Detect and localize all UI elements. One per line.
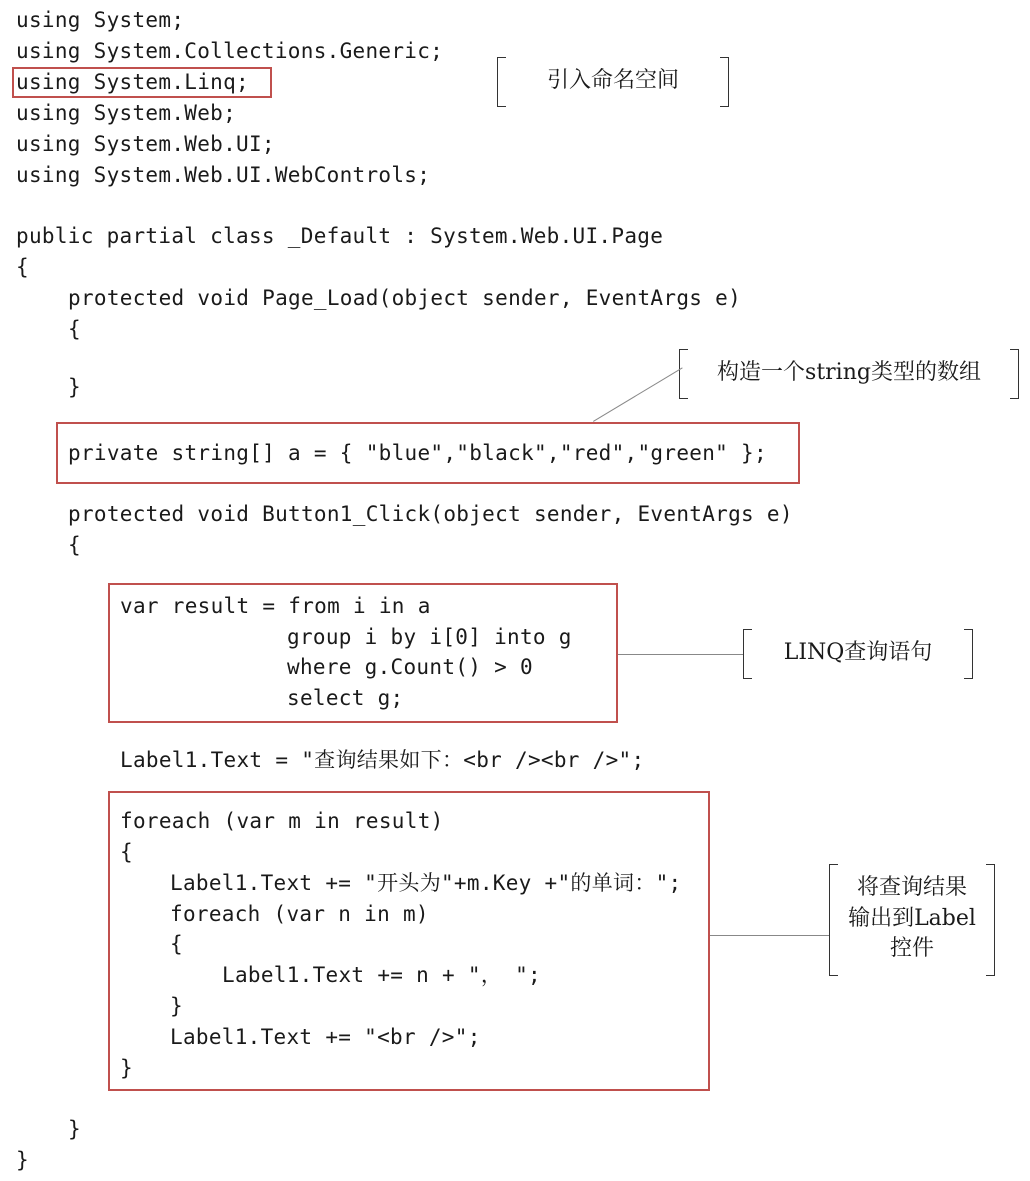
code-line-foreach-m-close: } xyxy=(120,1056,133,1080)
code-line-using-collections: using System.Collections.Generic; xyxy=(16,39,444,63)
code-line-foreach-n-open: { xyxy=(170,932,183,956)
code-line-button-click: protected void Button1_Click(object sender, EventArgs e) xyxy=(68,502,793,526)
code-line-button-click-close: } xyxy=(68,1117,81,1141)
highlight-box-using-linq xyxy=(12,67,272,98)
code-line-foreach-m-open: { xyxy=(120,840,133,864)
code-line-class-declaration: public partial class _Default : System.Web.UI.Page xyxy=(16,224,664,248)
highlight-box-foreach-output xyxy=(108,791,710,1091)
code-line-label-br: Label1.Text += "<br />"; xyxy=(170,1025,481,1049)
code-line-using-webcontrols: using System.Web.UI.WebControls; xyxy=(16,163,431,187)
code-line-foreach-m: foreach (var m in result) xyxy=(120,809,444,833)
code-line-foreach-n: foreach (var n in m) xyxy=(170,902,429,926)
connector-string-array xyxy=(593,367,683,421)
connector-linq-query xyxy=(618,654,743,655)
code-line-using-system: using System; xyxy=(16,8,185,32)
annotation-linq-query: LINQ查询语句 xyxy=(783,640,933,665)
annotation-output-line1: 将查询结果 xyxy=(856,875,967,900)
code-line-class-open-brace: { xyxy=(16,255,29,279)
annotation-string-array: 构造一个string类型的数组 xyxy=(717,360,981,385)
code-line-using-web: using System.Web; xyxy=(16,101,237,125)
annotation-output-line3: 控件 xyxy=(889,936,934,961)
code-line-label-append: Label1.Text += n + "， "; xyxy=(222,963,541,987)
connector-output xyxy=(710,935,829,936)
code-line-linq-group: group i by i[0] into g xyxy=(287,625,572,649)
code-line-label-init: Label1.Text = "查询结果如下：<br /><br />"; xyxy=(120,748,645,772)
code-line-button-click-open: { xyxy=(68,533,81,557)
code-line-page-load: protected void Page_Load(object sender, EventArgs e) xyxy=(68,286,742,310)
highlight-box-string-array xyxy=(56,422,800,484)
code-line-foreach-n-close: } xyxy=(170,994,183,1018)
code-line-label-key: Label1.Text += "开头为"+m.Key +"的单词："; xyxy=(170,871,682,895)
code-line-linq-select: select g; xyxy=(287,686,404,710)
annotation-output-line2: 输出到Label xyxy=(848,906,976,931)
code-line-using-web-ui: using System.Web.UI; xyxy=(16,132,275,156)
code-line-linq-var: var result = from i in a xyxy=(120,594,431,618)
code-line-linq-where: where g.Count() > 0 xyxy=(287,655,533,679)
code-line-class-close: } xyxy=(16,1148,29,1172)
code-line-page-load-close: } xyxy=(68,375,81,399)
annotation-namespace: 引入命名空间 xyxy=(546,68,679,93)
code-line-using-linq: using System.Linq; xyxy=(16,70,249,94)
code-line-page-load-open: { xyxy=(68,317,81,341)
code-line-string-array: private string[] a = { "blue","black","red","green" }; xyxy=(68,441,767,465)
highlight-box-linq-query xyxy=(108,583,618,723)
